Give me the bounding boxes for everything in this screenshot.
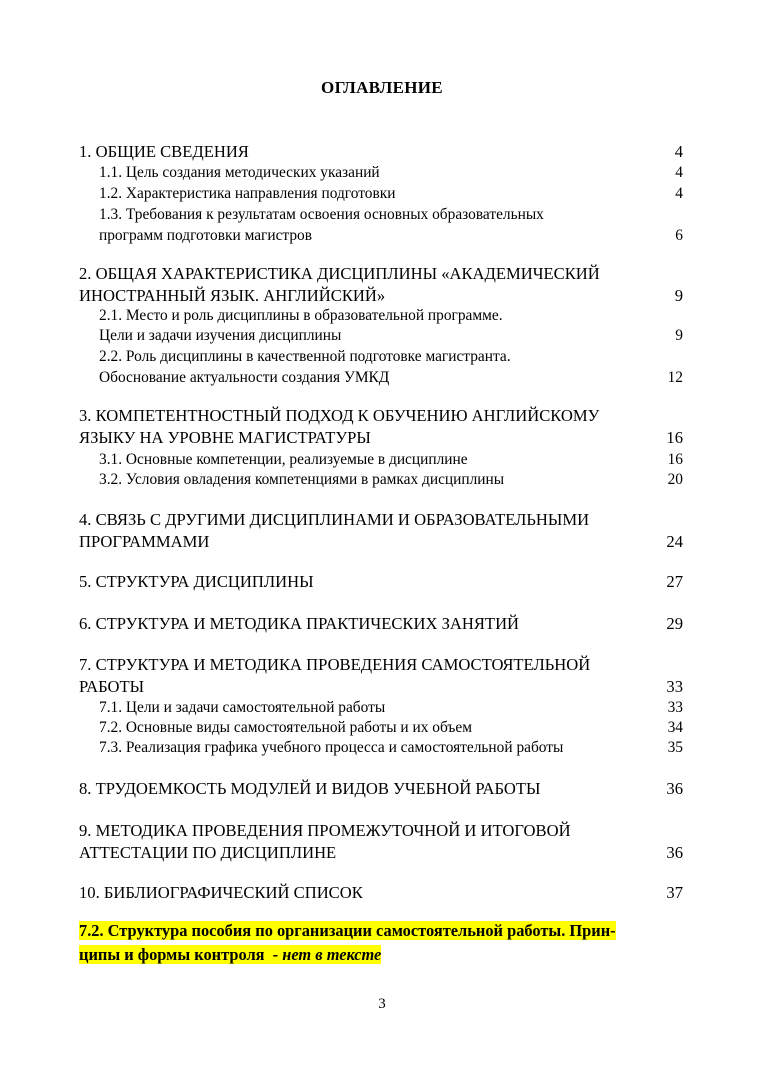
toc-entry[interactable] [99, 738, 683, 758]
toc-entry-text: 3.1. Основные компетенции, реализуемые в дисциплине [99, 451, 468, 468]
toc-entry[interactable] [79, 614, 683, 634]
toc-entry[interactable] [79, 779, 683, 799]
toc-page-number: 29 [666, 614, 683, 633]
toc-entry[interactable] [79, 142, 683, 162]
toc-entry-text[interactable]: 2.1. Место и роль дисциплины в образовательной программе. [99, 307, 503, 324]
toc-entry[interactable] [79, 428, 683, 448]
toc-entry-text[interactable]: 3. КОМПЕТЕНТНОСТНЫЙ ПОДХОД К ОБУЧЕНИЮ АНГЛИЙСКОМУ [79, 406, 600, 425]
toc-entry-text: ИНОСТРАННЫЙ ЯЗЫК. АНГЛИЙСКИЙ» [79, 286, 386, 305]
toc-entry[interactable] [79, 677, 683, 697]
toc-entry-text: 7.1. Цели и задачи самостоятельной работы [99, 699, 386, 716]
toc-entry-text: АТТЕСТАЦИИ ПО ДИСЦИПЛИНЕ [79, 843, 337, 862]
toc-page-number: 34 [667, 719, 683, 736]
toc-entry[interactable] [99, 163, 683, 183]
highlighted-note [79, 919, 679, 967]
toc-entry-text: 1.1. Цель создания методических указаний [99, 164, 380, 181]
toc-entry-text: Цели и задачи изучения дисциплины [99, 327, 342, 344]
toc-page-number: 33 [666, 677, 683, 696]
toc-entry-text: 7.2. Основные виды самостоятельной работы и их объем [99, 719, 472, 736]
toc-page-number: 9 [675, 327, 683, 344]
toc-entry[interactable] [79, 843, 683, 863]
toc-entry[interactable] [99, 698, 683, 718]
toc-entry-text: 8. ТРУДОЕМКОСТЬ МОДУЛЕЙ И ВИДОВ УЧЕБНОЙ РАБОТЫ [79, 779, 541, 798]
toc-entry-text[interactable]: 7. СТРУКТУРА И МЕТОДИКА ПРОВЕДЕНИЯ САМОСТОЯТЕЛЬНОЙ [79, 655, 591, 674]
toc-entry-text: РАБОТЫ [79, 677, 145, 696]
toc-entry-text[interactable]: 4. СВЯЗЬ С ДРУГИМИ ДИСЦИПЛИНАМИ И ОБРАЗОВАТЕЛЬНЫМИ [79, 510, 590, 529]
toc-entry[interactable] [99, 326, 683, 346]
toc-page-number: 9 [674, 286, 683, 305]
toc-entry[interactable] [99, 450, 683, 470]
toc-page-number: 6 [675, 227, 683, 244]
toc-page-number: 24 [666, 532, 683, 551]
toc-page-number: 12 [667, 369, 683, 386]
toc-entry-text: 5. СТРУКТУРА ДИСЦИПЛИНЫ [79, 572, 314, 591]
toc-entry[interactable] [99, 226, 683, 246]
toc-entry-text: Обоснование актуальности создания УМКД [99, 369, 390, 386]
toc-page-number: 37 [666, 883, 683, 902]
note-line-2: ципы и формы контроля [79, 945, 265, 964]
toc-entry-text: ЯЗЫКУ НА УРОВНЕ МАГИСТРАТУРЫ [79, 428, 371, 447]
toc-entry-text[interactable]: 2. ОБЩАЯ ХАРАКТЕРИСТИКА ДИСЦИПЛИНЫ «АКАДЕМИЧЕСКИЙ [79, 264, 600, 283]
toc-page-number: 36 [666, 779, 683, 798]
toc-entry[interactable] [79, 572, 683, 592]
toc-entry[interactable] [79, 883, 683, 903]
toc-entry[interactable] [99, 184, 683, 204]
toc-entry[interactable] [99, 718, 683, 738]
toc-entry-text: 10. БИБЛИОГРАФИЧЕСКИЙ СПИСОК [79, 883, 363, 902]
toc-entry-text: 1.2. Характеристика направления подготовки [99, 185, 396, 202]
note-comment: - нет в тексте [272, 945, 382, 964]
toc-entry[interactable] [79, 532, 683, 552]
toc-page-number: 16 [667, 451, 683, 468]
toc-entry-text: 3.2. Условия овладения компетенциями в рамках дисциплины [99, 471, 505, 488]
page-number: 3 [378, 996, 386, 1012]
toc-entry-text[interactable]: 2.2. Роль дисциплины в качественной подготовке магистранта. [99, 348, 511, 365]
toc-page-number: 4 [675, 185, 683, 202]
toc-page-number: 4 [675, 164, 683, 181]
toc-entry[interactable] [99, 368, 683, 388]
toc-entry-text: программ подготовки магистров [99, 227, 312, 244]
toc-entry-text: 7.3. Реализация графика учебного процесса и самостоятельной работы [99, 739, 564, 756]
toc-page-number: 33 [667, 699, 683, 716]
toc-entry[interactable] [99, 470, 683, 490]
toc-entry-text[interactable]: 9. МЕТОДИКА ПРОВЕДЕНИЯ ПРОМЕЖУТОЧНОЙ И ИТОГОВОЙ [79, 821, 571, 840]
toc-page-number: 36 [666, 843, 683, 862]
toc-page-number: 4 [674, 142, 683, 161]
toc-title: ОГЛАВЛЕНИЕ [321, 78, 443, 97]
toc-page-number: 16 [666, 428, 683, 447]
toc-entry-text: 1. ОБЩИЕ СВЕДЕНИЯ [79, 142, 249, 161]
toc-entry[interactable] [79, 286, 683, 306]
toc-page-number: 35 [667, 739, 683, 756]
toc-page-number: 20 [667, 471, 683, 488]
toc-entry-text: 6. СТРУКТУРА И МЕТОДИКА ПРАКТИЧЕСКИХ ЗАНЯТИЙ [79, 614, 520, 633]
note-line-1: 7.2. Структура пособия по организации самостоятельной работы. Прин- [79, 921, 616, 940]
toc-page-number: 27 [666, 572, 683, 591]
toc-entry-text[interactable]: 1.3. Требования к результатам освоения основных образовательных [99, 206, 544, 223]
toc-entry-text: ПРОГРАММАМИ [79, 532, 210, 551]
